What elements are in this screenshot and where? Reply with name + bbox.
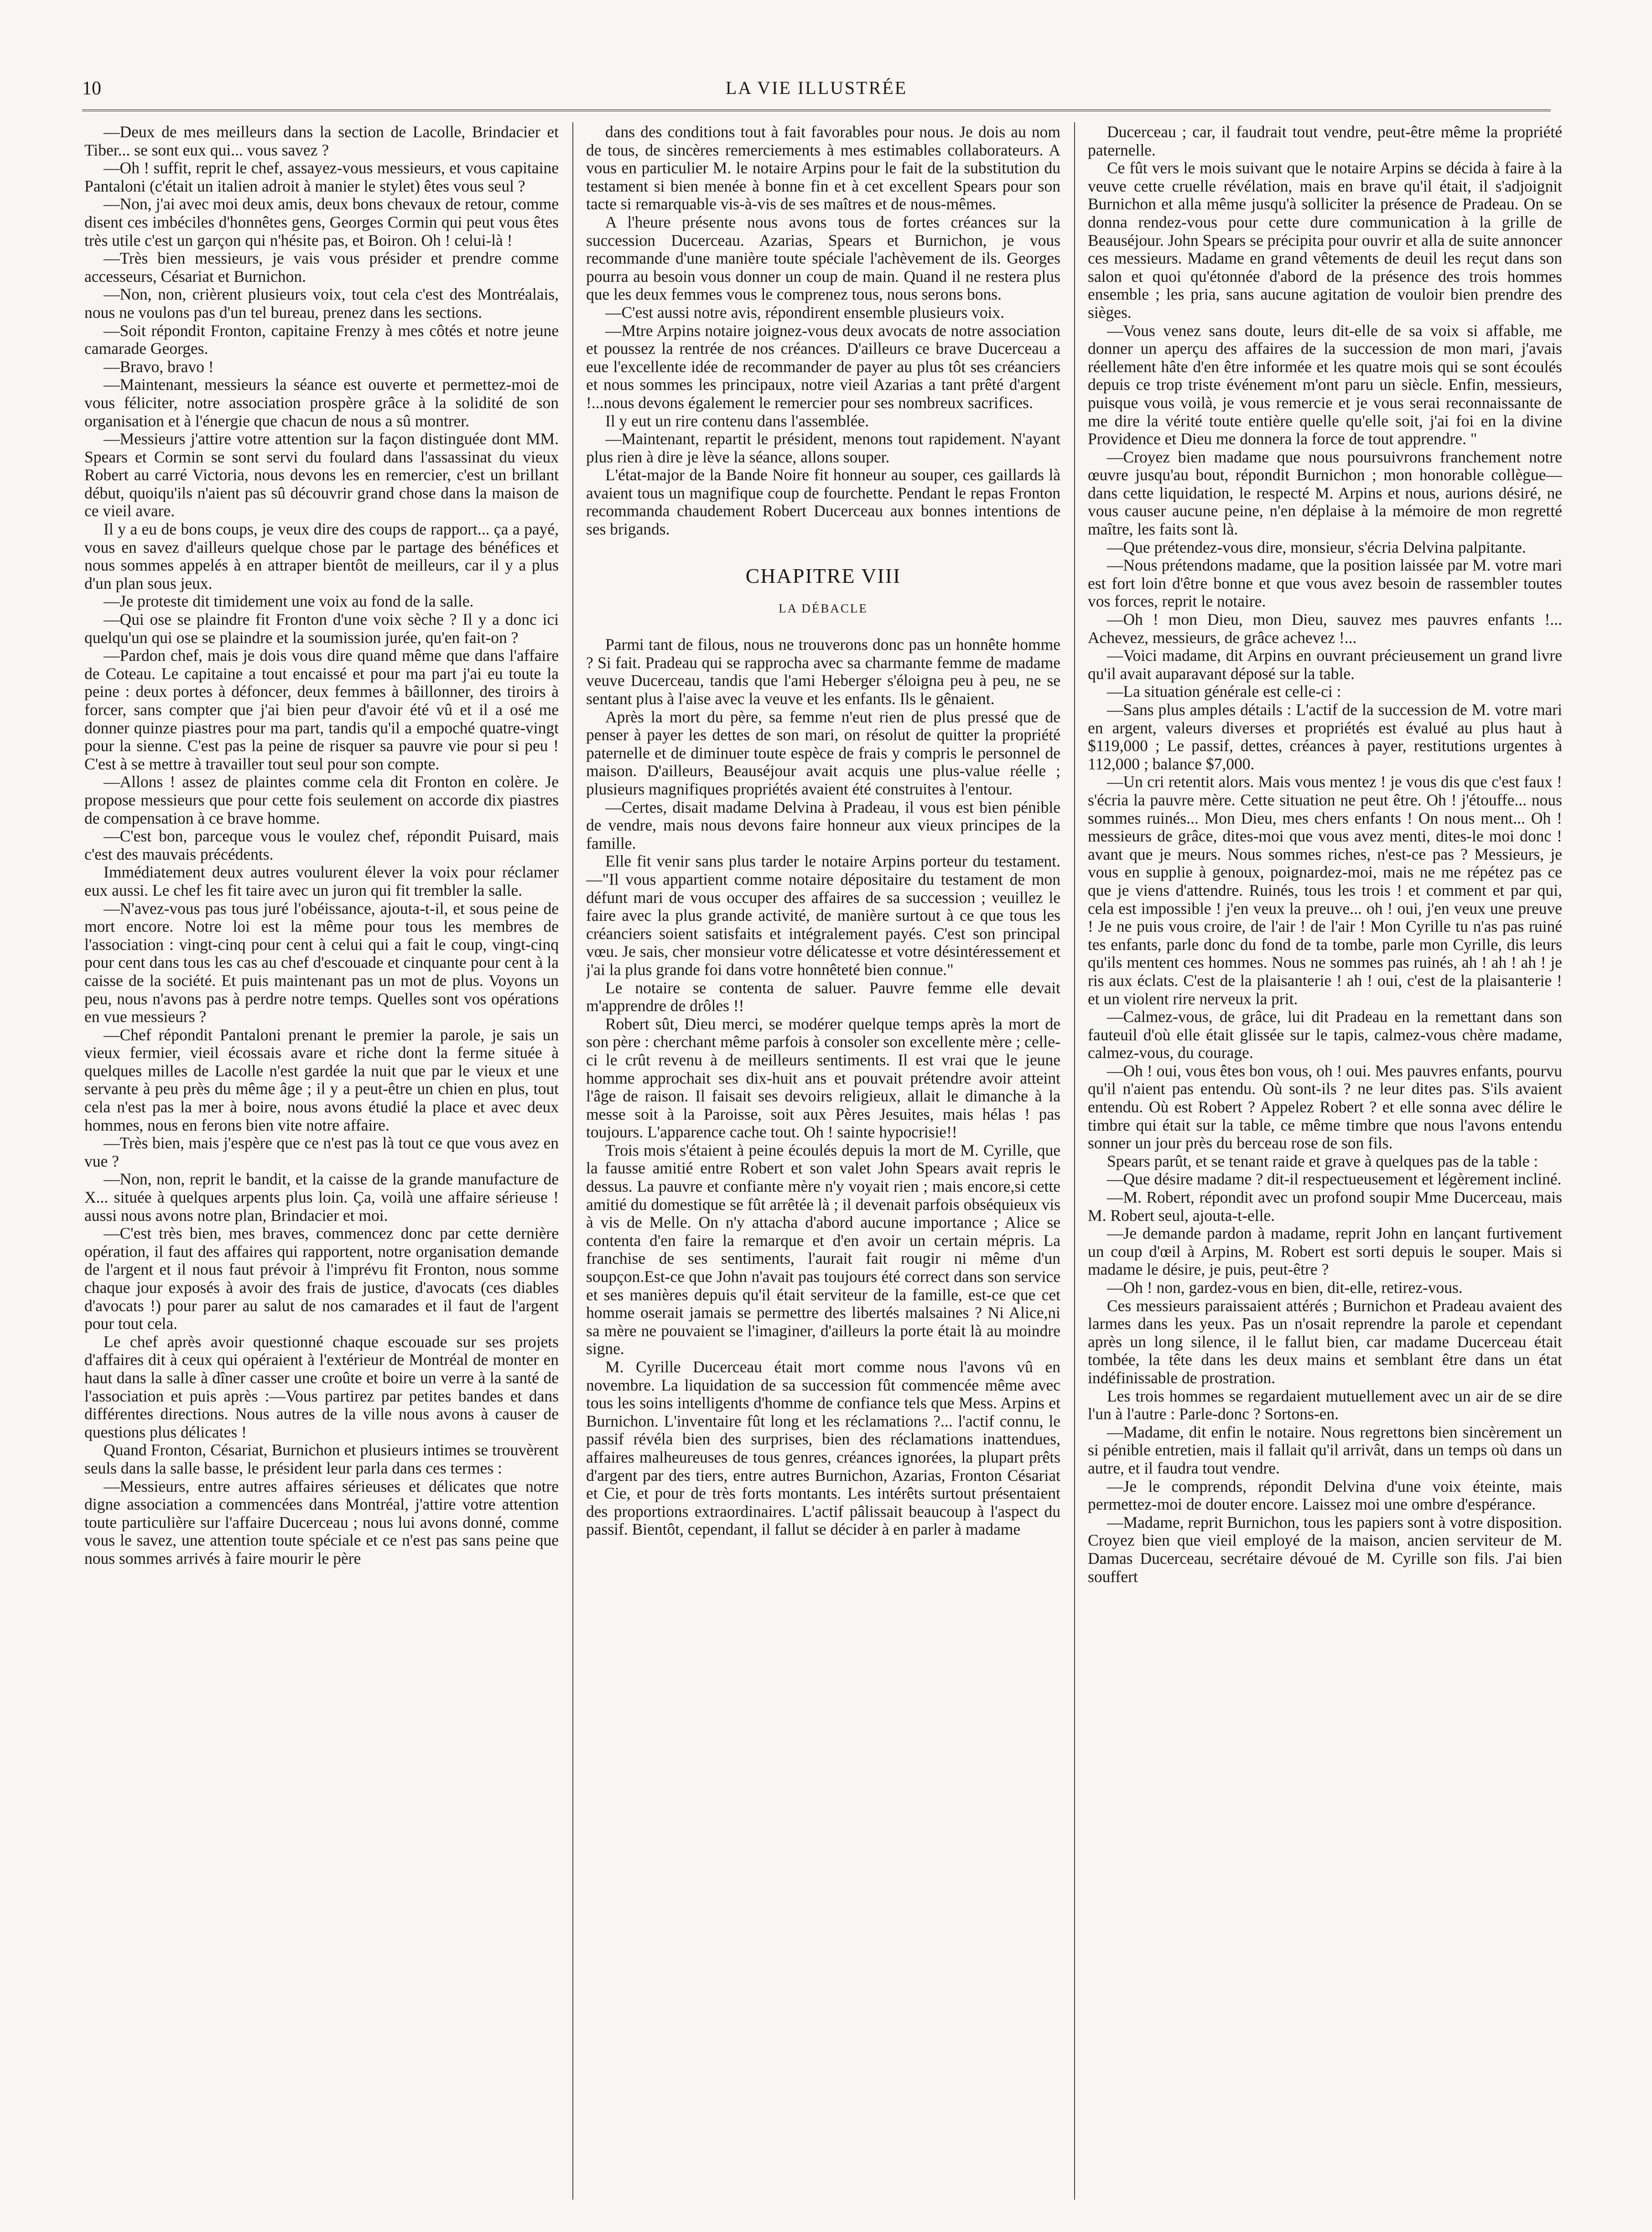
paragraph: —Je proteste dit timidement une voix au fond de la salle.: [104, 592, 474, 611]
paragraph: —C'est bon, parceque vous le voulez chef, répondit Puisard, mais c'est des mauvais précédents.: [84, 827, 559, 863]
paragraph: —Non, j'ai avec moi deux amis, deux bons chevaux de retour, comme disent ces imbéciles d'honnêtes gens, Georges Cormin qui peut vous êtes très utile c'est un garçon qui n'hésite pas, et Boiron. Oh ! celui-là !: [84, 195, 559, 249]
paragraph: Ducerceau ; car, il faudrait tout vendre, peut-être même la propriété paternelle.: [1088, 123, 1562, 159]
newspaper-title: LA VIE ILLUSTRÉE: [725, 78, 908, 98]
paragraph: —N'avez-vous pas tous juré l'obéissance, ajouta-t-il, et sous peine de mort encore. Notre loi est la même pour tous les membres de l'association : vingt-cinq pour cent à celui qui a fait le coup, vingt-cinq pour cent dans tous les cas au chef d'escouade et cinquante pour cent à la caisse de la société. Et puis maintenant pas un mot de plus. Voyons un peu, nous n'avons pas à perdre notre temps. Quelles sont vos opérations en vue messieurs ?: [84, 899, 559, 1026]
paragraph: —Que désire madame ? dit-il respectueusement et légèrement incliné.: [1107, 1170, 1562, 1189]
paragraph: —Non, non, reprit le bandit, et la caisse de la grande manufacture de X... située à quelques arpents plus loin. Ça, voilà une affaire sérieuse ! aussi nous avons notre plan, Brindacier et moi.: [84, 1170, 559, 1225]
paragraph: Ces messieurs paraissaient attérés ; Burnichon et Pradeau avaient des larmes dans les yeux. Pas un n'osait reprendre la parole et cependant après un long silence, il le fallut bien, car madame Ducerceau était tombée, la tête dans les deux mains et semblant être dans un état indéfinissable de prostration.: [1088, 1296, 1562, 1387]
paragraph: Il y eut un rire contenu dans l'assemblée.: [605, 411, 869, 430]
paragraph: —Calmez-vous, de grâce, lui dit Pradeau en la remettant dans son fauteuil d'où elle était glissée sur le tapis, calmez-vous chère madame, calmez-vous, du courage.: [1088, 1007, 1562, 1062]
paragraph: —Messieurs, entre autres affaires sérieuses et délicates que notre digne association a commencées dans Montréal, j'attire votre attention toute particulière sur l'affaire Ducerceau ; nous lui avons donné, comme vous le savez, une attention toute spéciale et ce n'est pas sans peine que nous sommes arrivés à faire mourir le père: [84, 1477, 559, 1568]
paragraph: —Que prétendez-vous dire, monsieur, s'écria Delvina palpitante.: [1107, 538, 1526, 556]
paragraph: —Vous venez sans doute, leurs dit-elle de sa voix si affable, me donner un aperçu des affaires de la succession de mon mari, j'avais réellement hâte d'en être informée et les quatre mois qui se sont écoulés depuis ce trop triste événement m'ont paru un siècle. Enfin, messieurs, puisque vous voilà, je vous remercie et je vous serai reconnaissante de me dire la vérité toute entière quelle qu'elle soit, j'ai foi en la divine Providence et Dieu me donnera la force de tout apprendre. ": [1088, 321, 1562, 448]
paragraph: —Très bien, mais j'espère que ce n'est pas là tout ce que vous avez en vue ?: [84, 1134, 559, 1170]
paragraph: —Je le comprends, répondit Delvina d'une voix éteinte, mais permettez-moi de douter encore. Laissez moi une ombre d'espérance.: [1088, 1477, 1562, 1514]
paragraph: —C'est aussi notre avis, répondirent ensemble plusieurs voix.: [605, 303, 1005, 322]
paragraph: —Maintenant, messieurs la séance est ouverte et permettez-moi de vous féliciter, notre association prospère grâce à la solidité de son organisation et à l'énergie que chacun de nous a sû montrer.: [84, 375, 559, 430]
paragraph: L'état-major de la Bande Noire fit honneur au souper, ces gaillards là avaient tous un magnifique coup de fourchette. Pendant le repas Fronton recommanda chaudement Robert Ducerceau aux bonnes intentions de ses brigands.: [586, 466, 1060, 539]
paragraph: —Très bien messieurs, je vais vous présider et prendre comme accesseurs, Césariat et Burnichon.: [84, 249, 559, 285]
paragraph: —Pardon chef, mais je dois vous dire quand même que dans l'affaire de Coteau. Le capitaine a tout encaissé et pour ma part j'ai eu toute la peine : deux portes à défoncer, deux femmes à bâillonner, des tiroirs à forcer, sans compter que j'ai bien peur d'avoir été vû et il a osé me donner quinze piastres pour ma part, tandis qu'il a empoché quatre-vingt pour la sienne. C'est pas la peine de risquer sa pauvre vie pour si peu ! C'est à se mettre à travailler tout seul pour son compte.: [84, 646, 559, 773]
text-column-2: [586, 123, 1060, 2198]
paragraph: Trois mois s'étaient à peine écoulés depuis la mort de M. Cyrille, que la fausse amitié entre Robert et son valet John Spears avait repris le dessus. La pauvre et confiante mère n'y voyait rien ; mais encore,si cette amitié du domestique se fût arrêtée là ; il devenait parfois obséquieux vis à vis de Melle. On n'y attacha d'abord aucune importance ; Alice se contenta d'en faire la remarque et d'en avoir un certain mépris. La franchise de ses sentiments, l'aurait fait rougir ni même d'un soupçon.Est-ce que John n'avait pas toujours été correct dans son service et ses manières depuis qu'il était serviteur de la famille, est-ce que cet homme oserait jamais se permettre des libertés malsaines ? Ni Alice,ni sa mère ne pouvaient se l'imaginer, d'ailleurs la porte était là au moindre signe.: [586, 1141, 1060, 1358]
paragraph: M. Cyrille Ducerceau était mort comme nous l'avons vû en novembre. La liquidation de sa succession fût commencée même avec tous les soins intelligents d'homme de confiance tels que Mess. Arpins et Burnichon. L'inventaire fût long et les réclamations ?... l'actif connu, le passif révéla bien des surprises, bien des réclamations inattendues, affaires malheureuses de tous genres, créances ignorées, la plupart prêts d'argent par des tiers, entre autres Burnichon, Azarias, Fronton Césariat et Cie, et pour de très forts montants. Les intérêts surtout présentaient des proportions extraordinaires. L'actif pâlissait beaucoup à l'aspect du passif. Bientôt, cependant, il fallut se décider à en parler à madame: [586, 1358, 1060, 1539]
paragraph: —Mtre Arpins notaire joignez-vous deux avocats de notre association et poussez la rentrée de nos créances. D'ailleurs ce brave Ducerceau a eue l'excellente idée de recommander de payer au plus tôt ses créanciers et nous sommes les principaux, notre vieil Azarias a tant prêté d'argent !...nous devons également le remercier pour ses nombreux sacrifices.: [586, 321, 1060, 412]
paragraph: —Nous prétendons madame, que la position laissée par M. votre mari est fort loin d'être bonne et que vous avez besoin de rassembler toutes vos forces, reprit le notaire.: [1088, 556, 1562, 611]
paragraph: —Oh ! mon Dieu, mon Dieu, sauvez mes pauvres enfants !... Achevez, messieurs, de grâce achevez !...: [1088, 610, 1562, 647]
paragraph: —Croyez bien madame que nous poursuivrons franchement notre œuvre jusqu'au bout, répondit Burnichon ; mon honorable collègue—dans cette liquidation, le respecté M. Arpins et nous, aurions désiré, ne vous causer aucune peine, n'en déplaise à la mémoire de mon regretté maître, les faits sont là.: [1088, 447, 1562, 539]
paragraph: —Bravo, bravo !: [104, 357, 214, 376]
paragraph: —Sans plus amples détails : L'actif de la succession de M. votre mari en argent, valeurs diverses et propriétés est évalué au plus haut à $119,000 ; Le passif, dettes, créances à payer, restitutions urgentes à 112,000 ; balance $7,000.: [1088, 701, 1562, 773]
paragraph: Quand Fronton, Césariat, Burnichon et plusieurs intimes se trouvèrent seuls dans la salle basse, le président leur parla dans ces termes :: [84, 1441, 559, 1477]
paragraph: —Messieurs j'attire votre attention sur la façon distinguée dont MM. Spears et Cormin se sont servi du foulard dans l'assassinat du vieux Robert au carré Victoria, nous devons les en remercier, c'est un brillant début, quoiqu'ils n'aient pas sû découvrir grand chose dans la maison de ce vieil avare.: [84, 430, 559, 520]
paragraph: —Madame, reprit Burnichon, tous les papiers sont à votre disposition. Croyez bien que vieil employé de la maison, ancien serviteur de M. Damas Ducerceau, secrétaire dévoué de M. Cyrille son fils. J'ai bien souffert: [1088, 1513, 1562, 1586]
paragraph: dans des conditions tout à fait favorables pour nous. Je dois au nom de tous, de sincères remerciements à mes estimables collaborateurs. A vous en particulier M. le notaire Arpins pour le fait de la substitution du testament si bien menée à bonne fin et à cet excellent Spears pour son tacte si remarquable vis-à-vis de ses maîtres et de nous-mêmes.: [586, 123, 1060, 213]
paragraph: —M. Robert, répondit avec un profond soupir Mme Ducerceau, mais M. Robert seul, ajouta-t-elle.: [1088, 1188, 1562, 1225]
paragraph: Robert sût, Dieu merci, se modérer quelque temps après la mort de son père : cherchant même parfois à consoler son excellente mère ; celle-ci le crût revenu à de meilleurs sentiments. Il est vrai que le jeune homme approchait ses dix-huit ans et pouvait prétendre avoir atteint l'âge de raison. Il faisait ses devoirs religieux, allait le dimanche à la messe soit à la Paroisse, soit aux Pères Jesuites, mais hélas ! pas toujours. L'apparence cache tout. Oh ! sainte hypocrisie!!: [586, 1014, 1060, 1142]
paragraph: Le chef après avoir questionné chaque escouade sur ses projets d'affaires dit à ceux qui opéraient à l'extérieur de Montréal de monter en haut dans la salle à dîner casser une croûte et boire un verre à la santé de l'association et puis après :—Vous partirez par petites bandes et dans différentes directions. Nous autres de la ville nous avons à causer de questions plus délicates !: [84, 1332, 559, 1441]
page-header: [82, 54, 1551, 99]
paragraph: Les trois hommes se regardaient mutuellement avec un air de se dire l'un à l'autre : Parle-donc ? Sortons-en.: [1088, 1386, 1562, 1423]
paragraph: —Oh ! non, gardez-vous en bien, dit-elle, retirez-vous.: [1107, 1278, 1463, 1297]
chapter-subtitle: LA DÉBACLE: [779, 601, 868, 615]
paragraph: —La situation générale est celle-ci :: [1107, 682, 1341, 701]
text-column-1: [84, 123, 559, 2198]
text-column-3: [1088, 123, 1562, 2198]
paragraph: —C'est très bien, mes braves, commencez donc par cette dernière opération, il faut des affaires qui rapportent, notre organisation demande de l'argent et il nous faut prévoir à l'imprévu fit Fronton, nous somme chaque jour exposés à avoir des frais de justice, d'avocats (ces diables d'avocats !) pour parer au salut de nos camarades et il faut de l'argent pour tout cela.: [84, 1224, 559, 1333]
paragraph: —Je demande pardon à madame, reprit John en lançant furtivement un coup d'œil à Arpins, M. Robert est sorti depuis le souper. Mais si madame le désire, je puis, peut-être ?: [1088, 1224, 1562, 1279]
paragraph: —Voici madame, dit Arpins en ouvrant précieusement un grand livre qu'il avait auparavant déposé sur la table.: [1088, 646, 1562, 683]
paragraph: —Oh ! oui, vous êtes bon vous, oh ! oui. Mes pauvres enfants, pourvu qu'il n'aient pas entendu. Où sont-ils ? ne leur dites pas. S'ils avaient entendu. Où est Robert ? Appelez Robert ? et elle sonna avec délire le timbre qui était sur la table, ce même timbre que nous l'avons entendu sonner un jour près du berceau rose de son fils.: [1088, 1061, 1562, 1152]
page-number: 10: [82, 78, 101, 99]
paragraph: Immédiatement deux autres voulurent élever la voix pour réclamer eux aussi. Le chef les fit taire avec un juron qui fit trembler la salle.: [84, 863, 559, 899]
paragraph: Après la mort du père, sa femme n'eut rien de plus pressé que de penser à payer les dettes de son mari, on résolut de quitter la propriété paternelle et de diminuer toute espèce de frais y compris le personnel de maison. D'ailleurs, Beauséjour avait acquis une plus-value réelle ; plusieurs magnifiques propriétés avaient été construites à l'entour.: [586, 707, 1060, 798]
chapter-title: CHAPITRE VIII: [745, 564, 901, 587]
paragraph: —Non, non, crièrent plusieurs voix, tout cela c'est des Montréalais, nous ne voulons pas d'un tel bureau, prenez dans les sections.: [84, 285, 559, 322]
paragraph: Ce fût vers le mois suivant que le notaire Arpins se décida à faire à la veuve cette cruelle révélation, mais en brave qu'il était, il s'adjoignit Burnichon et alla même jusqu'à solliciter la présence de Pradeau. On se donna rendez-vous pour cette dure communication à la grille de Beauséjour. John Spears se précipita pour ouvrir et alla de suite annoncer ces messieurs. Madame en grand vêtements de deuil les reçut dans son salon et quoi qu'étonnée d'abord de la présence des trois hommes ensemble ; les pria, sans aucune agitation de vouloir bien prendre des sièges.: [1088, 159, 1562, 322]
column-divider: [572, 122, 573, 2200]
paragraph: Le notaire se contenta de saluer. Pauvre femme elle devait m'apprendre de drôles !!: [586, 978, 1060, 1015]
paragraph: Il y a eu de bons coups, je veux dire des coups de rapport... ça a payé, vous en savez d'ailleurs quelque chose par le partage des bénéfices et nous sommes appelés à en attraper bientôt de meilleurs, car il y a plus d'un plan sous jeux.: [84, 520, 559, 592]
paragraph: —Certes, disait madame Delvina à Pradeau, il vous est bien pénible de vendre, mais nous devons faire honneur aux vieux principes de la famille.: [586, 798, 1060, 852]
paragraph: Elle fit venir sans plus tarder le notaire Arpins porteur du testament.—"Il vous appartient comme notaire dépositaire du testament de mon défunt mari de vous occuper des affaires de sa succession ; veuillez le faire avec la plus grande activité, de manière surtout à ce que tous les créanciers soient satisfaits et intégralement payés. C'est son principal vœu. Je sais, cher monsieur votre délicatesse et votre désintéressement et j'ai la plus grande foi dans votre honnêteté bien connue.": [586, 852, 1060, 979]
paragraph: —Oh ! suffit, reprit le chef, assayez-vous messieurs, et vous capitaine Pantaloni (c'était un italien adroit à manier le stylet) êtes vous seul ?: [84, 159, 559, 195]
paragraph: —Qui ose se plaindre fit Fronton d'une voix sèche ? Il y a donc ici quelqu'un qui ose se plaindre et la soumission jurée, qu'en fait-on ?: [84, 610, 559, 647]
paragraph: —Allons ! assez de plaintes comme cela dit Fronton en colère. Je propose messieurs que pour cette fois seulement on accorde dix piastres de compensation à ce brave homme.: [84, 773, 559, 827]
paragraph: —Soit répondit Fronton, capitaine Frenzy à mes côtés et notre jeune camarade Georges.: [84, 321, 559, 358]
paragraph: A l'heure présente nous avons tous de fortes créances sur la succession Ducerceau. Azarias, Spears et Burnichon, je vous recommande d'une manière toute spéciale l'achèvement de ils. Georges pourra au besoin vous donner un coup de main. Quand il ne restera plus que les deux femmes vous le comprenez tous, nous serons bons.: [586, 213, 1060, 304]
paragraph: —Chef répondit Pantaloni prenant le premier la parole, je sais un vieux fermier, vieil écossais avare et riche dont la ferme située à quelques milles de Lacolle n'est gardée la nuit que par le vieux et une servante à peu près du même âge ; il y a peut-être un chien en plus, tout cela n'est pas la mer à boire, nous avons étudié la place et avec deux hommes, nous en ferons bien vite notre affaire.: [84, 1025, 559, 1134]
paragraph: —Deux de mes meilleurs dans la section de Lacolle, Brindacier et Tiber... se sont eux qui... vous savez ?: [84, 123, 559, 159]
paragraph: —Maintenant, repartit le président, menons tout rapidement. N'ayant plus rien à dire je lève la séance, allons souper.: [586, 430, 1060, 466]
paragraph: —Un cri retentit alors. Mais vous mentez ! je vous dis que c'est faux ! s'écria la pauvre mère. Cette situation ne peut être. Oh ! j'étouffe... nous sommes ruinés... Mon Dieu, mes chers enfants ! On nous ment... Oh ! messieurs de grâce, dites-moi que vous avez menti, dites-le moi donc ! avant que je meurs. Nous sommes riches, n'est-ce pas ? Messieurs, je vous en supplie à genoux, poignardez-moi, mais ne me répétez pas ce que je viens d'attendre. Ruinés, tous les trois ! et comment et par qui, cela est impossible ! j'en veux la preuve... oh ! oui, j'en veux une preuve ! Je ne puis vous croire, de l'air ! de l'air ! Mon Cyrille tu n'as pas ruiné tes enfants, parle donc du fond de ta tombe, parle mon Cyrille, dis leurs qu'ils mentent ces hommes. Nous ne sommes pas ruinés, ah ! ah ! ah ! je ris aux éclats. C'est de la plaisanterie ! ah ! oui, c'est de la plaisanterie ! et un violent rire nerveux la prit.: [1088, 773, 1562, 1008]
column-divider: [1074, 122, 1075, 2200]
paragraph: —Madame, dit enfin le notaire. Nous regrettons bien sincèrement un si pénible entretien, mais il fallait qu'il arrivât, dans un temps où dans un autre, et il faudra tout vendre.: [1088, 1422, 1562, 1477]
paragraph: Spears parût, et se tenant raide et grave à quelques pas de la table :: [1107, 1152, 1538, 1170]
paragraph: Parmi tant de filous, nous ne trouverons donc pas un honnête homme ? Si fait. Pradeau qui se rapprocha avec sa charmante femme de madame veuve Ducerceau, tandis que l'ami Heberger s'éloigna peu à peu, ne se sentant plus à l'aise avec la veuve et les enfants. Ils le gênaient.: [586, 635, 1060, 708]
header-rule: [82, 109, 1551, 111]
